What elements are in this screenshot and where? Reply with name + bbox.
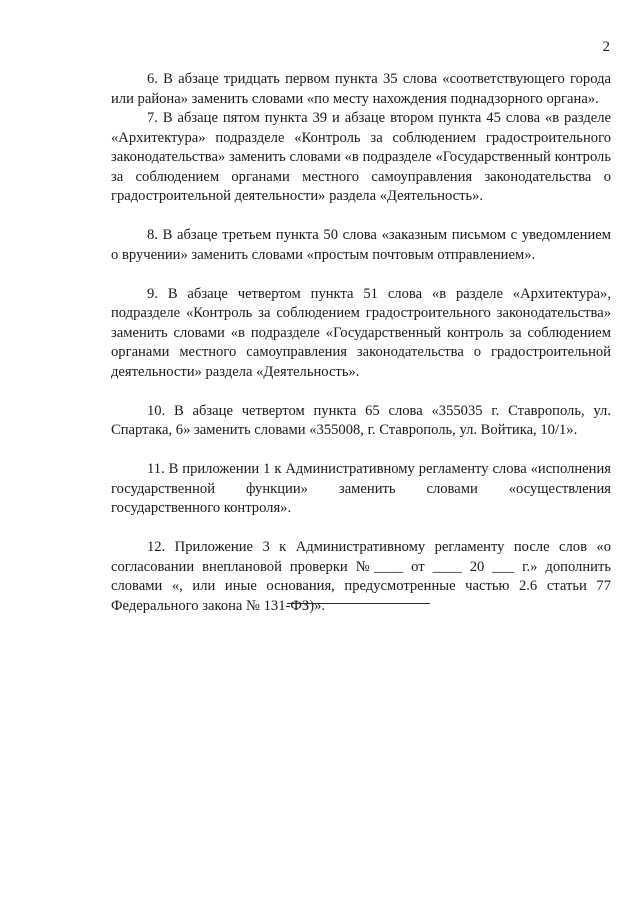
paragraph-item-11: 11. В приложении 1 к Административному регламенту слова «исполнения государственной функции» заменить словами «осуществления государственного контроля». (111, 461, 611, 516)
closing-divider-line (287, 603, 430, 604)
paragraph-item-8: 8. В абзаце третьем пункта 50 слова «заказным письмом с уведомлением о вручении» заменить словами «простым почтовым отправлением». (111, 227, 611, 263)
paragraph-item-7: 7. В абзаце пятом пункта 39 и абзаце втором пункта 45 слова «в разделе «Архитектура» подразделе «Контроль за соблюдением градостроительного законодательства» заменить словами «в подразделе «Государственный контроль за соблюдением органами местного самоуправления законодательства о градостроительной деятельности» раздела «Деятельность». (111, 110, 611, 204)
page-number: 2 (602, 39, 610, 55)
document-body (111, 70, 611, 616)
paragraph-item-12: 12. Приложение 3 к Административному регламенту после слов «о согласовании внеплановой проверки №____ от ____ 20 ___ г.» дополнить словами «, или иные основания, предусмотренные частью 2.6 статьи 77 Федерального закона № 131-ФЗ)». (111, 539, 611, 614)
paragraph-item-10: 10. В абзаце четвертом пункта 65 слова «355035 г. Ставрополь, ул. Спартака, 6» заменить словами «355008, г. Ставрополь, ул. Войтика, 10/1». (111, 402, 611, 438)
paragraph-item-6: 6. В абзаце тридцать первом пункта 35 слова «соответствующего города или района» заменить словами «по месту нахождения поднадзорного органа». (111, 71, 611, 107)
paragraph-item-9: 9. В абзаце четвертом пункта 51 слова «в разделе «Архитектура», подразделе «Контроль за соблюдением градостроительного законодательства» заменить словами «в подразделе «Государственный контроль за соблюдением органами местного самоуправления законодательства о градостроительной деятельности» раздела «Деятельность». (111, 285, 611, 380)
